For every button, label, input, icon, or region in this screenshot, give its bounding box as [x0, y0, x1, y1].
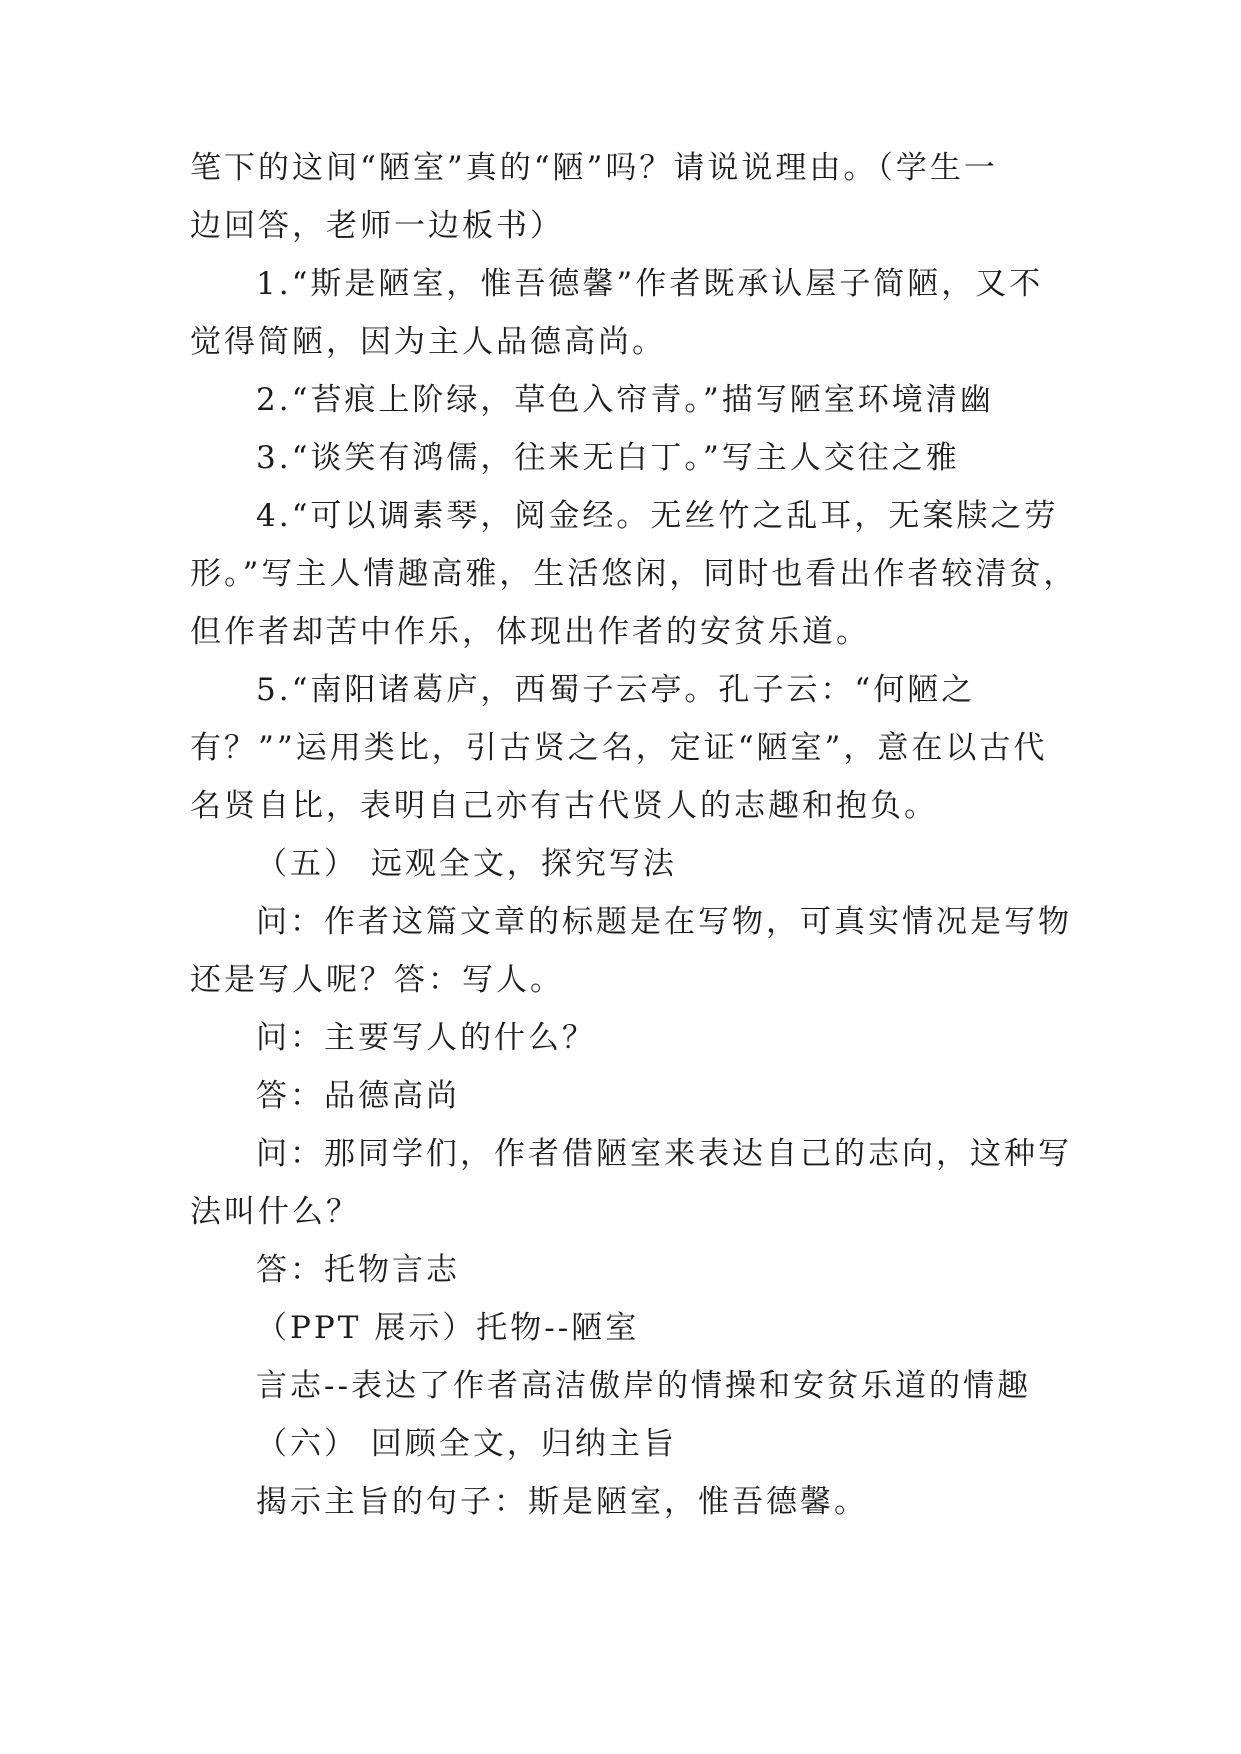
- question-line: 问：那同学们，作者借陋室来表达自己的志向，这种写: [256, 1136, 1072, 1172]
- text-line: 名贤自比，表明自己亦有古代贤人的志趣和抱负。: [190, 788, 938, 824]
- text-line: 但作者却苦中作乐，体现出作者的安贫乐道。: [190, 614, 870, 650]
- list-item: 5.“南阳诸葛庐，西蜀子云亭。孔子云：“何陋之: [256, 672, 976, 708]
- ppt-note: （PPT 展示）托物--陋室: [256, 1310, 640, 1346]
- text-line: 有？””运用类比，引古贤之名，定证“陋室”，意在以古代: [190, 730, 1048, 766]
- section-heading: （六） 回顾全文，归纳主旨: [256, 1426, 677, 1462]
- list-item: 2.“苔痕上阶绿，草色入帘青。”描写陋室环境清幽: [256, 382, 994, 418]
- answer-line: 答：托物言志: [256, 1252, 460, 1288]
- list-item: 4.“可以调素琴，阅金经。无丝竹之乱耳，无案牍之劳: [256, 498, 1059, 534]
- text-line: 法叫什么？: [190, 1194, 360, 1230]
- section-heading: （五） 远观全文，探究写法: [256, 846, 677, 882]
- text-line: 揭示主旨的句子：斯是陋室，惟吾德馨。: [256, 1484, 868, 1520]
- text-line: 边回答，老师一边板书）: [190, 208, 564, 244]
- list-item: 1.“斯是陋室，惟吾德馨”作者既承认屋子简陋，又不: [256, 266, 1044, 302]
- question-line: 问：作者这篇文章的标题是在写物，可真实情况是写物: [256, 904, 1072, 940]
- text-line: 形。”写主人情趣高雅，生活悠闲，同时也看出作者较清贫，: [190, 556, 1078, 592]
- text-line: 言志--表达了作者高洁傲岸的情操和安贫乐道的情趣: [256, 1368, 1031, 1404]
- text-line: 笔下的这间“陋室”真的“陋”吗？请说说理由。（学生一: [190, 150, 998, 186]
- list-item: 3.“谈笑有鸿儒，往来无白丁。”写主人交往之雅: [256, 440, 960, 476]
- text-line: 觉得简陋，因为主人品德高尚。: [190, 324, 666, 360]
- answer-line: 答：品德高尚: [256, 1078, 460, 1114]
- question-line: 问：主要写人的什么？: [256, 1020, 596, 1056]
- text-line: 还是写人呢？答：写人。: [190, 962, 564, 998]
